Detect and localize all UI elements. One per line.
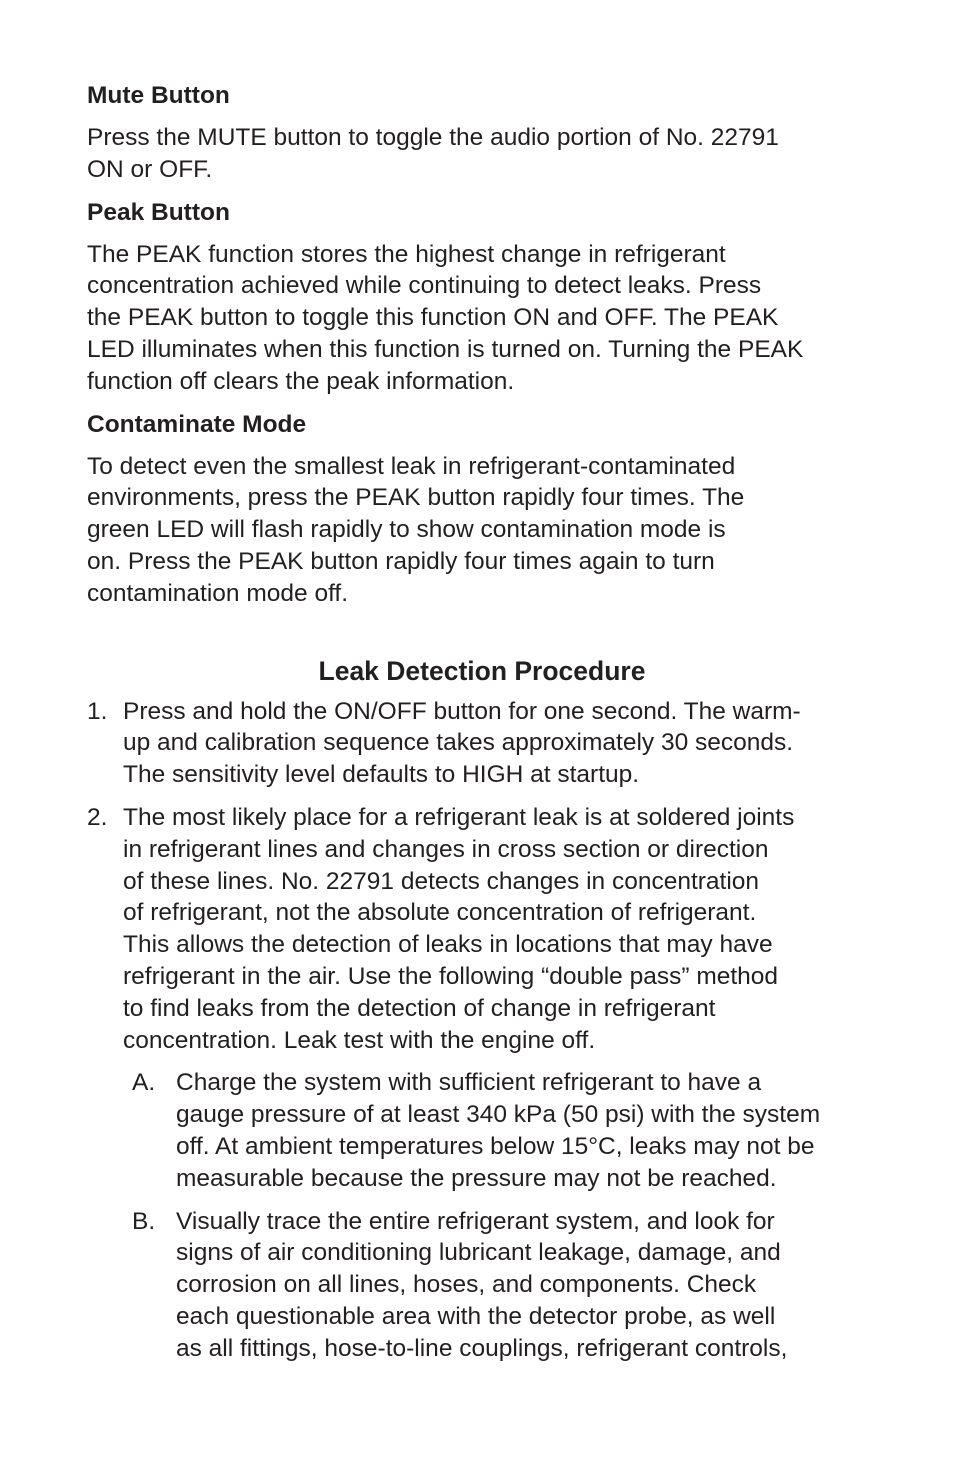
list-item <box>87 1067 877 1194</box>
text-line: of these lines. No. 22791 detects changes in concentration <box>123 867 760 895</box>
text-line: to find leaks from the detection of change in refrigerant <box>123 994 716 1022</box>
text-line: corrosion on all lines, hoses, and components. Check <box>176 1271 757 1299</box>
text-line: concentration. Leak test with the engine off. <box>123 1026 596 1054</box>
text-line: measurable because the pressure may not be reached. <box>176 1164 777 1192</box>
contaminate-section <box>87 409 877 610</box>
text-line: off. At ambient temperatures below 15°C, leaks may not be <box>176 1132 815 1160</box>
text-line: the PEAK button to toggle this function ON and OFF. The PEAK <box>87 304 779 332</box>
text-line: Press and hold the ON/OFF button for one second. The warm- <box>123 697 801 725</box>
text-line: green LED will flash rapidly to show contamination mode is <box>87 516 726 544</box>
text-line: Charge the system with sufficient refrigerant to have a <box>176 1069 762 1097</box>
text-line: of refrigerant, not the absolute concentration of refrigerant. <box>123 899 757 927</box>
mute-section <box>87 80 877 186</box>
procedure-steps <box>87 696 877 1057</box>
list-item <box>87 1206 877 1365</box>
text-line: concentration achieved while continuing to detect leaks. Press <box>87 272 762 300</box>
text-line: up and calibration sequence takes approximately 30 seconds. <box>123 729 794 757</box>
list-item <box>87 696 877 791</box>
text-line: The sensitivity level defaults to HIGH at startup. <box>123 761 640 789</box>
text-line: Visually trace the entire refrigerant system, and look for <box>176 1207 775 1235</box>
text-line: signs of air conditioning lubricant leakage, damage, and <box>176 1239 781 1267</box>
text-line: gauge pressure of at least 340 kPa (50 psi) with the system <box>176 1101 821 1129</box>
text-line: The PEAK function stores the highest change in refrigerant <box>87 240 726 268</box>
text-line: contamination mode off. <box>87 579 349 607</box>
text-line: Press the MUTE button to toggle the audio portion of No. 22791 <box>87 124 779 151</box>
step-number: 2. <box>87 803 108 831</box>
peak-section <box>87 197 877 398</box>
document-page <box>87 80 877 1376</box>
peak-heading: Peak Button <box>87 198 230 226</box>
text-line: The most likely place for a refrigerant leak is at soldered joints <box>123 803 795 831</box>
text-line: To detect even the smallest leak in refrigerant-contaminated <box>87 452 736 480</box>
substep-letter: B. <box>132 1207 156 1235</box>
procedure-substeps <box>87 1067 877 1364</box>
text-line: in refrigerant lines and changes in cross section or direction <box>123 835 769 863</box>
contaminate-heading: Contaminate Mode <box>87 410 307 438</box>
peak-paragraph <box>87 239 877 398</box>
step-number: 1. <box>87 697 108 725</box>
substep-letter: A. <box>132 1069 156 1097</box>
text-line: on. Press the PEAK button rapidly four times again to turn <box>87 547 715 575</box>
text-line: refrigerant in the air. Use the following “double pass” method <box>123 962 779 990</box>
text-line: as all fittings, hose-to-line couplings, refrigerant controls, <box>176 1334 788 1362</box>
text-line: environments, press the PEAK button rapidly four times. The <box>87 484 745 512</box>
mute-paragraph <box>87 122 877 186</box>
mute-heading: Mute Button <box>87 82 230 109</box>
procedure-title: Leak Detection Procedure <box>318 655 646 686</box>
text-line: LED illuminates when this function is turned on. Turning the PEAK <box>87 335 804 363</box>
text-line: each questionable area with the detector probe, as well <box>176 1302 776 1330</box>
text-line: This allows the detection of leaks in locations that may have <box>123 931 773 959</box>
text-line: function off clears the peak information. <box>87 367 515 395</box>
contaminate-paragraph <box>87 451 877 610</box>
list-item <box>87 802 877 1056</box>
text-line: ON or OFF. <box>87 155 213 183</box>
